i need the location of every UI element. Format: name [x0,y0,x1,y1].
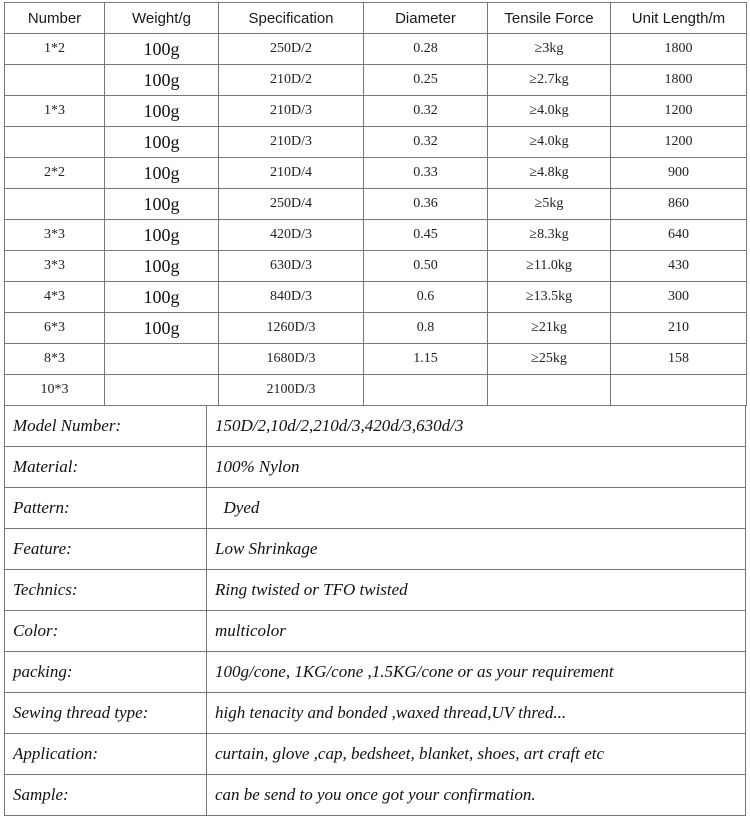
cell-number: 3*3 [5,251,105,282]
cell-weight [105,375,219,406]
cell-weight: 100g [105,189,219,220]
property-label: Sewing thread type: [5,693,207,734]
cell-number: 10*3 [5,375,105,406]
cell-specification: 210D/2 [219,65,364,96]
cell-tensile-force: ≥13.5kg [488,282,611,313]
table-row [5,220,747,251]
property-row [5,570,746,611]
property-label: Feature: [5,529,207,570]
cell-weight: 100g [105,158,219,189]
cell-specification: 2100D/3 [219,375,364,406]
header-tensile-force: Tensile Force [488,3,611,34]
header-specification: Specification [219,3,364,34]
property-row [5,693,746,734]
cell-unit-length: 900 [611,158,747,189]
property-label: Technics: [5,570,207,611]
properties-table-body [5,406,746,816]
cell-tensile-force: ≥8.3kg [488,220,611,251]
table-row [5,375,747,406]
property-label: Model Number: [5,406,207,447]
cell-diameter: 0.36 [364,189,488,220]
cell-diameter: 1.15 [364,344,488,375]
cell-specification: 630D/3 [219,251,364,282]
property-row [5,611,746,652]
cell-diameter: 0.32 [364,96,488,127]
cell-specification: 840D/3 [219,282,364,313]
property-row [5,529,746,570]
properties-table [4,405,746,816]
cell-specification: 1260D/3 [219,313,364,344]
cell-weight: 100g [105,220,219,251]
cell-tensile-force: ≥5kg [488,189,611,220]
cell-unit-length: 158 [611,344,747,375]
cell-specification: 250D/2 [219,34,364,65]
property-row [5,406,746,447]
header-unit-length: Unit Length/m [611,3,747,34]
property-label: Material: [5,447,207,488]
cell-unit-length: 300 [611,282,747,313]
cell-diameter: 0.8 [364,313,488,344]
property-value: Dyed [207,488,746,529]
specification-table-body [5,34,747,406]
property-label: Color: [5,611,207,652]
cell-number [5,65,105,96]
header-weight: Weight/g [105,3,219,34]
cell-unit-length: 210 [611,313,747,344]
cell-specification: 210D/4 [219,158,364,189]
property-label: Pattern: [5,488,207,529]
header-number: Number [5,3,105,34]
cell-diameter: 0.25 [364,65,488,96]
cell-specification: 1680D/3 [219,344,364,375]
cell-tensile-force: ≥25kg [488,344,611,375]
property-value: curtain, glove ,cap, bedsheet, blanket, shoes, art craft etc [207,734,746,775]
property-value: high tenacity and bonded ,waxed thread,UV thred... [207,693,746,734]
cell-number: 4*3 [5,282,105,313]
cell-tensile-force: ≥2.7kg [488,65,611,96]
cell-weight: 100g [105,251,219,282]
cell-weight: 100g [105,127,219,158]
property-value: Ring twisted or TFO twisted [207,570,746,611]
table-row [5,65,747,96]
cell-number: 1*2 [5,34,105,65]
cell-specification: 420D/3 [219,220,364,251]
specification-table-header [5,3,747,34]
property-label: packing: [5,652,207,693]
header-row [5,3,747,34]
cell-diameter [364,375,488,406]
product-spec-sheet [4,2,746,816]
cell-unit-length: 1200 [611,96,747,127]
cell-unit-length: 1200 [611,127,747,158]
cell-diameter: 0.28 [364,34,488,65]
cell-unit-length: 640 [611,220,747,251]
cell-unit-length: 860 [611,189,747,220]
cell-diameter: 0.45 [364,220,488,251]
table-row [5,344,747,375]
property-value: 150D/2,10d/2,210d/3,420d/3,630d/3 [207,406,746,447]
cell-number [5,189,105,220]
cell-diameter: 0.6 [364,282,488,313]
cell-diameter: 0.32 [364,127,488,158]
cell-specification: 250D/4 [219,189,364,220]
cell-diameter: 0.33 [364,158,488,189]
property-value: can be send to you once got your confirmation. [207,775,746,816]
cell-weight [105,344,219,375]
table-row [5,96,747,127]
cell-specification: 210D/3 [219,96,364,127]
table-row [5,189,747,220]
property-label: Application: [5,734,207,775]
cell-tensile-force: ≥4.0kg [488,127,611,158]
cell-unit-length: 1800 [611,65,747,96]
cell-unit-length: 430 [611,251,747,282]
cell-weight: 100g [105,313,219,344]
property-value: Low Shrinkage [207,529,746,570]
cell-tensile-force: ≥4.0kg [488,96,611,127]
cell-tensile-force: ≥4.8kg [488,158,611,189]
header-diameter: Diameter [364,3,488,34]
table-row [5,282,747,313]
cell-number: 8*3 [5,344,105,375]
cell-tensile-force: ≥11.0kg [488,251,611,282]
cell-unit-length [611,375,747,406]
property-value: 100g/cone, 1KG/cone ,1.5KG/cone or as your requirement [207,652,746,693]
property-label: Sample: [5,775,207,816]
property-row [5,447,746,488]
cell-tensile-force [488,375,611,406]
cell-tensile-force: ≥3kg [488,34,611,65]
cell-tensile-force: ≥21kg [488,313,611,344]
property-row [5,488,746,529]
property-row [5,775,746,816]
table-row [5,127,747,158]
cell-number: 1*3 [5,96,105,127]
cell-number: 6*3 [5,313,105,344]
table-row [5,158,747,189]
cell-weight: 100g [105,96,219,127]
property-value: multicolor [207,611,746,652]
cell-weight: 100g [105,34,219,65]
table-row [5,313,747,344]
cell-specification: 210D/3 [219,127,364,158]
cell-weight: 100g [105,282,219,313]
table-row [5,34,747,65]
table-row [5,251,747,282]
specification-table [4,2,747,406]
cell-unit-length: 1800 [611,34,747,65]
cell-diameter: 0.50 [364,251,488,282]
cell-number [5,127,105,158]
property-row [5,734,746,775]
cell-number: 3*3 [5,220,105,251]
property-row [5,652,746,693]
cell-number: 2*2 [5,158,105,189]
property-value: 100% Nylon [207,447,746,488]
cell-weight: 100g [105,65,219,96]
